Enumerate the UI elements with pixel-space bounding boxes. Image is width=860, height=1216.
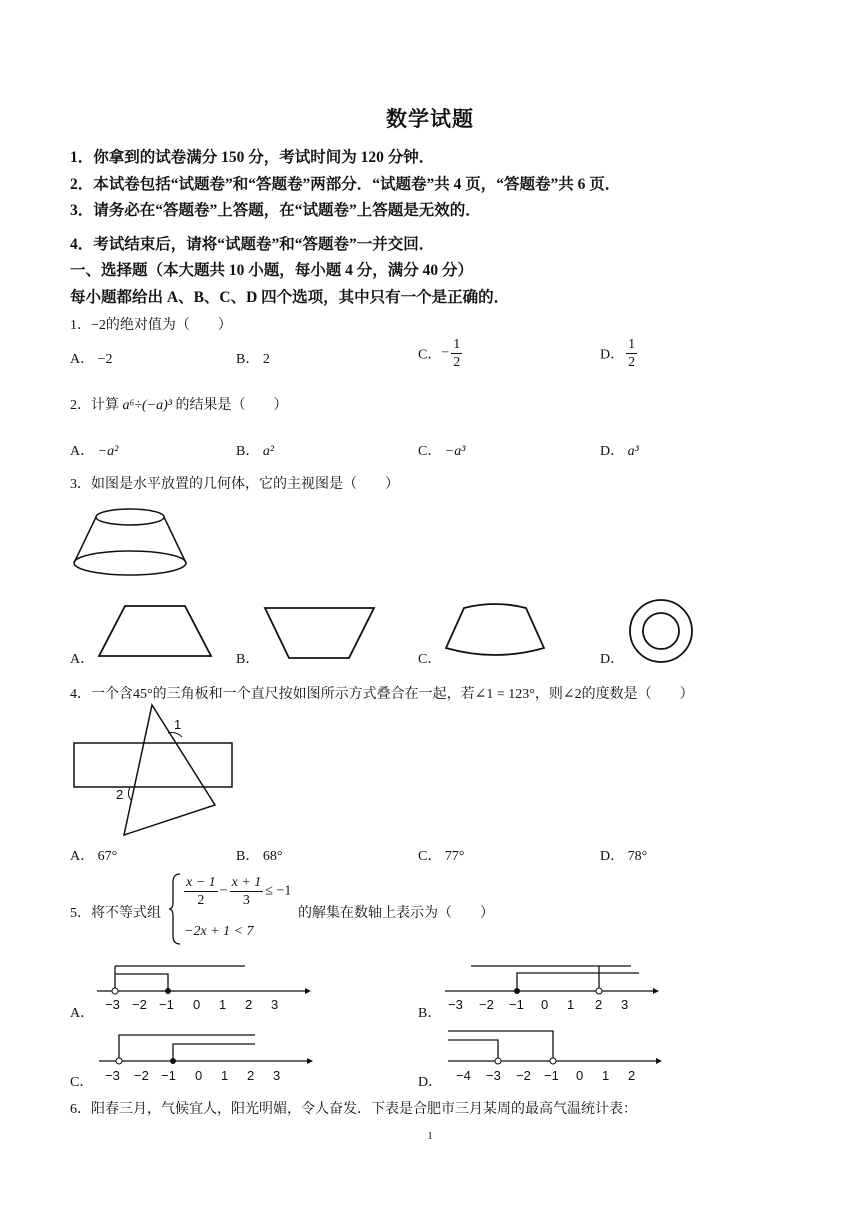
angle-2-label: 2 <box>116 787 124 802</box>
tick-label: −2 <box>132 997 147 1012</box>
q5-option-b-label: B． <box>418 1006 442 1021</box>
tick-label: −1 <box>159 997 174 1012</box>
tick-label: 2 <box>595 997 603 1012</box>
section-instruction: 每小题都给出 A、B、C、D 四个选项，其中只有一个是正确的． <box>70 289 510 306</box>
tick-label: 1 <box>602 1068 610 1083</box>
q2-option-b: B． a² <box>236 444 275 459</box>
tick-label: 3 <box>271 997 279 1012</box>
tick-label: 1 <box>567 997 575 1012</box>
q5-option-b-numberline <box>443 960 663 1015</box>
angle-1-label: 1 <box>174 717 182 732</box>
tick-label: −1 <box>509 997 524 1012</box>
q1-option-d: D． $\frac{1}{2}$ <box>600 337 636 370</box>
tick-label: −2 <box>516 1068 531 1083</box>
tick-label: 3 <box>621 997 629 1012</box>
tick-label: −2 <box>479 997 494 1012</box>
page-title: 数学试题 <box>386 107 474 131</box>
q4-stem: 4．一个含45°的三角板和一个直尺按如图所示方式叠合在一起，若∠1 = 123°，则∠2的度数是（ ） <box>70 687 694 702</box>
q3-option-a-label: A． <box>70 652 95 667</box>
q4-option-a: A． 67° <box>70 849 118 864</box>
q4-option-c: C． 77° <box>418 849 465 864</box>
tick-label: 1 <box>221 1068 229 1083</box>
q3-option-d-rings <box>625 598 697 664</box>
q3-option-b-label: B． <box>236 652 260 667</box>
q3-option-d-label: D． <box>600 652 625 667</box>
q4-option-b: B． 68° <box>236 849 283 864</box>
note-2: 2．本试卷包括“试题卷”和“答题卷”两部分．“试题卷”共 4 页，“答题卷”共 6 页． <box>70 176 621 193</box>
tick-label: 2 <box>247 1068 255 1083</box>
tick-label: −3 <box>448 997 463 1012</box>
q5-option-a-label: A． <box>70 1006 95 1021</box>
q1-option-c: C．− $\frac{1}{2}$ <box>418 337 461 370</box>
q5-inequality-2: −2x + 1 < 7 <box>184 924 254 939</box>
q3-option-b-inverted-trapezoid <box>262 606 377 660</box>
q5-stem-a: 5．将不等式组 <box>70 906 161 921</box>
q5-option-c-label: C． <box>70 1075 94 1090</box>
q5-inequality-1: $\frac{x - 1}{2}$ − $\frac{x + 1}{3}$ ≤ −1 <box>186 875 292 908</box>
set-square <box>124 705 215 835</box>
tick-label: −3 <box>105 997 120 1012</box>
q3-option-a-trapezoid <box>95 604 215 659</box>
tick-label: −3 <box>486 1068 501 1083</box>
tick-label: 1 <box>219 997 227 1012</box>
tick-label: 2 <box>628 1068 636 1083</box>
note-3: 3．请务必在“答题卷”上答题，在“试题卷”上答题是无效的． <box>70 202 481 219</box>
tick-label: 2 <box>245 997 253 1012</box>
q2-option-d: D． a³ <box>600 444 639 459</box>
q1-option-a: A． −2 <box>70 352 113 367</box>
tick-label: 0 <box>576 1068 584 1083</box>
tick-label: −4 <box>456 1068 471 1083</box>
q5-option-d-label: D． <box>418 1075 443 1090</box>
q3-option-c-curved-trapezoid <box>440 600 550 660</box>
q3-stem: 3．如图是水平放置的几何体，它的主视图是（ ） <box>70 477 399 492</box>
q5-option-c-numberline <box>97 1030 312 1085</box>
note-4: 4．考试结束后，请将“试题卷”和“答题卷”一并交回． <box>70 236 435 253</box>
q5-brace <box>168 872 182 946</box>
q4-option-d: D． 78° <box>600 849 648 864</box>
q6-stem: 6．阳春三月，气候宜人，阳光明媚，令人奋发．下表是合肥市三月某周的最高气温统计表： <box>70 1102 637 1117</box>
q3-option-c-label: C． <box>418 652 442 667</box>
q5-option-d-numberline <box>446 1027 666 1085</box>
tick-label: −2 <box>134 1068 149 1083</box>
tick-label: 0 <box>193 997 201 1012</box>
tick-label: −3 <box>105 1068 120 1083</box>
q5-stem-b: 的解集在数轴上表示为（ ） <box>298 906 494 921</box>
q4-ruler-triangle-figure <box>70 703 240 839</box>
q2-option-a: A． −a² <box>70 444 119 459</box>
q1-option-b: B． 2 <box>236 352 270 367</box>
q3-frustum-figure <box>70 505 190 580</box>
section-heading: 一、选择题（本大题共 10 小题，每小题 4 分，满分 40 分） <box>70 262 474 279</box>
q2-stem: 2．计算 a⁶÷(−a)³ 的结果是（ ） <box>70 398 288 413</box>
tick-label: −1 <box>544 1068 559 1083</box>
note-1: 1．你拿到的试卷满分 150 分，考试时间为 120 分钟． <box>70 149 435 166</box>
q2-option-c: C． −a³ <box>418 444 466 459</box>
tick-label: −1 <box>161 1068 176 1083</box>
tick-label: 0 <box>541 997 549 1012</box>
q1-stem: 1．−2的绝对值为（ ） <box>70 318 232 333</box>
tick-label: 3 <box>273 1068 281 1083</box>
q5-option-a-numberline <box>95 960 310 1015</box>
page-number: 1 <box>427 1130 433 1142</box>
ruler <box>74 743 232 787</box>
tick-label: 0 <box>195 1068 203 1083</box>
